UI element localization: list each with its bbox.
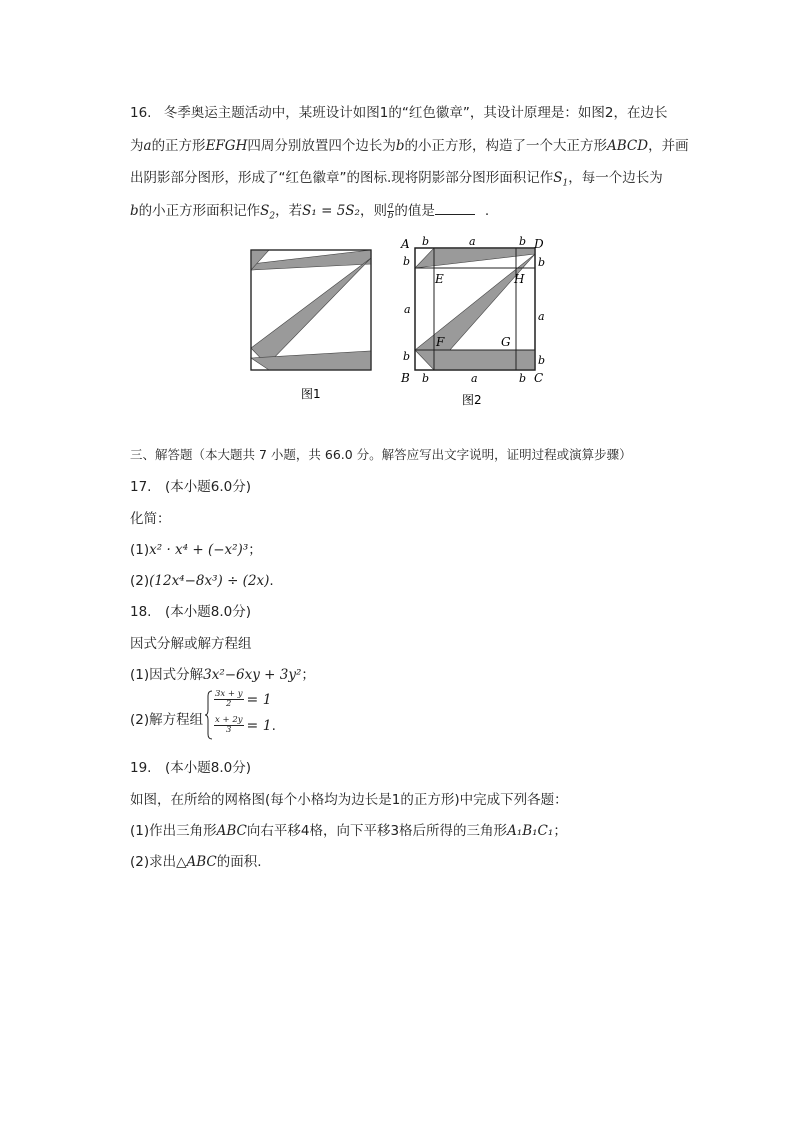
label-B: B <box>401 371 410 385</box>
q18-part1-expression: 3x²−6xy + 3y² <box>203 667 302 683</box>
q16-number: 16. <box>130 105 152 121</box>
figure-1 <box>245 245 380 405</box>
figure1-caption: 图1 <box>301 387 321 401</box>
answer-blank[interactable] <box>435 202 475 215</box>
q17-part1-expression: x² · x⁴ + (−x²)³ <box>149 542 249 558</box>
q18-part1-label: (1)因式分解 <box>130 667 204 683</box>
q16-text-2b: 的正方形 <box>151 138 206 154</box>
var-abcd: ABCD <box>607 138 649 154</box>
label-bottom-b1: b <box>422 372 430 385</box>
q19-intro: 如图，在所给的网格图(每个小格均为边长是1的正方形)中完成下列各题： <box>130 792 568 808</box>
var-a: a <box>143 138 152 154</box>
q17-part-2: (2)(12x⁴−8x³) ÷ (2x). <box>130 573 274 589</box>
label-D: D <box>534 237 544 251</box>
q16-line-1 <box>130 103 667 123</box>
label-bottom-a: a <box>471 372 478 385</box>
q16-text-3b: ，每一个边长为 <box>568 170 663 186</box>
q17-part2-label: (2) <box>130 573 150 589</box>
label-F: F <box>436 335 445 349</box>
q16-text-4d: 的值是 <box>394 203 435 219</box>
q19-header: 19. (本小题8.0分) <box>130 760 251 776</box>
var-s1: $S_1$ <box>553 170 569 189</box>
label-left-b2: b <box>403 350 411 363</box>
equation-2: $\frac{x + 2y}{3}$ = 1 . <box>215 715 276 735</box>
label-left-a: a <box>404 303 411 316</box>
label-right-b2: b <box>538 354 546 367</box>
q19-part-1: (1)作出三角形ABC向右平移4格，向下平移3格后所得的三角形A₁B₁C₁； <box>130 823 567 839</box>
label-E: E <box>435 272 444 286</box>
q16-line-2 <box>130 136 689 156</box>
label-top-a: a <box>469 236 476 248</box>
q17-header: 17. (本小题6.0分) <box>130 479 251 495</box>
q17-part1-label: (1) <box>130 542 150 558</box>
q16-text-3a: 出阴影部分图形，形成了“红色徽章”的图标.现将阴影部分图形面积记作 <box>130 170 554 186</box>
var-b-2: b <box>130 203 139 219</box>
q16-text-2e: ，并画 <box>648 138 689 154</box>
equation-s1-5s2: S₁ = 5S₂ <box>302 203 360 219</box>
q17-intro: 化简： <box>130 511 171 527</box>
label-right-a: a <box>538 310 545 323</box>
q16-line-3 <box>130 168 663 194</box>
fraction-a-over-b: $\frac{a}{b}$ <box>387 200 394 221</box>
q16-end-period: . <box>484 203 490 219</box>
label-left-b1: b <box>403 255 411 268</box>
q16-text-2a: 为 <box>130 138 144 154</box>
q16-text-4b: ，若 <box>275 203 303 219</box>
label-top-b1: b <box>422 236 430 248</box>
var-efgh: EFGH <box>205 138 248 154</box>
var-b: b <box>395 138 405 154</box>
var-s2: $S_2$ <box>260 203 276 222</box>
q17-part-1: (1)x² · x⁴ + (−x²)³； <box>130 542 262 558</box>
figure-2 <box>398 236 558 410</box>
label-top-b2: b <box>519 236 527 248</box>
equation-1: $\frac{3x + y}{2}$ = 1 <box>215 689 272 709</box>
label-A: A <box>401 237 410 251</box>
q16-text-2d: 的小正方形，构造了一个大正方形 <box>404 138 607 154</box>
var-abc: ABC <box>216 823 247 839</box>
q16-text-1: 冬季奥运主题活动中，某班设计如图1的“红色徽章”，其设计原理是：如图2，在边长 <box>163 105 668 121</box>
q16-text-4c: ，则 <box>359 203 387 219</box>
triangle-abc: △ABC <box>176 854 217 870</box>
q18-part-1: (1)因式分解3x²−6xy + 3y²； <box>130 667 315 683</box>
q18-part2-label: (2)解方程组 <box>130 712 204 728</box>
equation-system-brace <box>204 690 214 740</box>
q16-line-4 <box>130 201 489 227</box>
label-bottom-b2: b <box>519 372 527 385</box>
label-C: C <box>534 371 544 385</box>
label-H: H <box>514 272 525 286</box>
q18-intro: 因式分解或解方程组 <box>130 636 252 652</box>
q16-text-4a: 的小正方形面积记作 <box>138 203 261 219</box>
var-a1b1c1: A₁B₁C₁ <box>507 823 554 839</box>
section3-heading: 三、解答题（本大题共 7 小题，共 66.0 分。解答应写出文字说明，证明过程或演算步骤） <box>130 447 632 462</box>
q18-header: 18. (本小题8.0分) <box>130 604 251 620</box>
label-right-b1: b <box>538 256 546 269</box>
q16-text-2c: 四周分别放置四个边长为 <box>247 138 396 154</box>
figure2-caption: 图2 <box>462 393 482 407</box>
figure2-shade-bottom <box>415 350 535 370</box>
label-G: G <box>501 335 511 349</box>
q19-part-2: (2)求出△ABC的面积. <box>130 854 262 870</box>
q17-part2-expression: (12x⁴−8x³) ÷ (2x) <box>149 573 270 589</box>
